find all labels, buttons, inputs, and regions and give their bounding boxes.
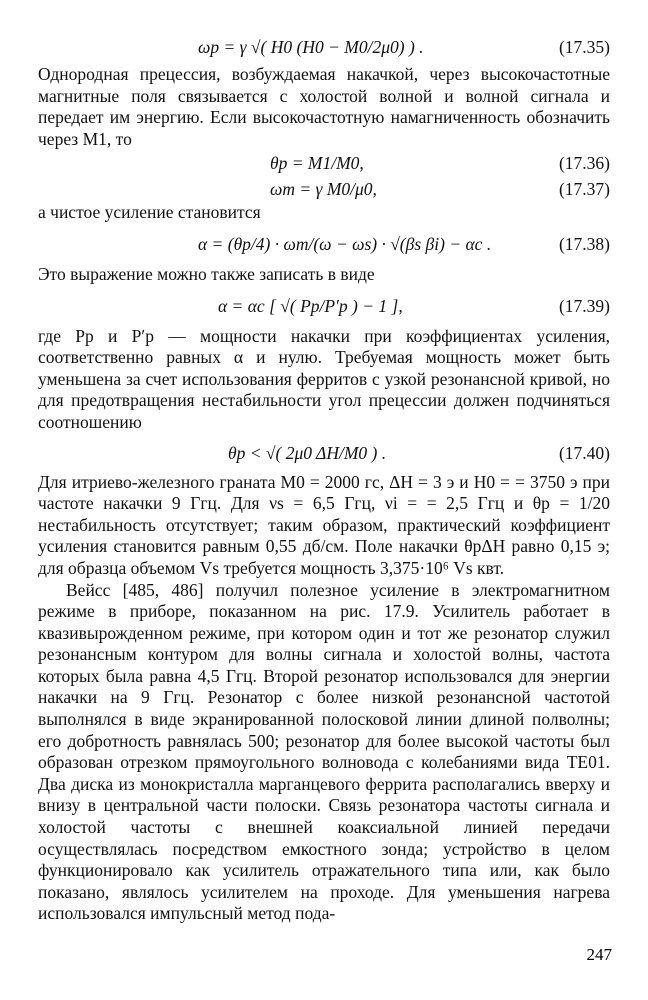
equation-number: (17.35) bbox=[558, 37, 610, 57]
equation-number: (17.40) bbox=[558, 442, 610, 463]
paragraph: Для итриево-железного граната M0 = 2000 гс, ΔH = 3 э и H0 = = 3750 э при частоте накачки 9 Ггц. Для νs = 6,5 Ггц, νi = = 2,5 Ггц и θp = 1/20 нестабильность отсутствует; таким образом, практический коэффициент усиления становится равным 0,55 дб/см. Поле накачки θpΔH равно 0,15 э; для образца объемом Vs требуется мощность 3,375·10⁶ Vs квт. bbox=[38, 471, 610, 578]
equation-17-36 bbox=[38, 150, 610, 176]
equation-number: (17.39) bbox=[558, 295, 610, 316]
paragraph: где Pp и P′p — мощности накачки при коэффициентах усиления, соответственно равных α и нулю. Требуемая мощность может быть уменьшена за счет использования ферритов с узкой резонансной кривой, но для предотвращения нестабильности угол прецессии должен подчиняться соотношению bbox=[38, 325, 610, 432]
equation-formula: ωm = γ M0/μ0, bbox=[270, 179, 377, 200]
paragraph: Вейсс [485, 486] получил полезное усиление в электромагнитном режиме в приборе, показанном на рис. 17.9. Усилитель работает в квазивырожденном режиме, при котором один и тот же резонатор служил резонансным контуром для волны сигнала и холостой волны, частота которых была равна 4,5 Ггц. Второй резонатор использовался для энергии накачки на 9 Ггц. Резонатор с более низкой резонансной частотой выполнялся в виде экранированной полосковой линии длиной полволны; его добротность равнялась 500; резонатор для более высокой частоты был образован отрезком прямоугольного волновода с колебаниями вида TE01. Два диска из монокристалла марганцевого феррита располагались вверху и внизу в центральной части полоски. Связь резонатора частоты сигнала и холостой частоты с внешней коаксиальной линией передачи осуществлялась посредством емкостного зонда; устройство в целом функционировало как усилитель отражательного типа или, как было показано, являлось усилителем на проходе. Для уменьшения нагрева использовался импульсный метод пода- bbox=[38, 579, 610, 924]
equation-17-35 bbox=[38, 30, 610, 64]
equation-formula: ωp = γ √( H0 (H0 − M0/2μ0) ) . bbox=[198, 37, 424, 57]
paragraph: а чистое усиление становится bbox=[38, 202, 261, 223]
equation-17-37 bbox=[38, 176, 610, 202]
paragraph: Это выражение можно также записать в виде bbox=[38, 263, 375, 284]
equation-number: (17.38) bbox=[558, 233, 610, 254]
equation-formula: α = (θp/4) · ωm/(ω − ωs) · √(βs βi) − αc . bbox=[198, 233, 492, 254]
equation-number: (17.36) bbox=[558, 153, 610, 174]
equation-formula: θp < √( 2μ0 ΔH/M0 ) . bbox=[228, 442, 387, 463]
paragraph: Однородная прецессия, возбуждаемая накачкой, через высокочастотные магнитные поля связывается с холостой волной и волной сигнала и передает им энергию. Если высокочастотную намагниченность обозначить через M1, то bbox=[38, 64, 610, 149]
page-body bbox=[38, 30, 610, 925]
equation-formula: θp = M1/M0, bbox=[270, 153, 364, 174]
equation-17-38 bbox=[38, 224, 610, 264]
equation-17-39 bbox=[38, 286, 610, 326]
equation-17-40 bbox=[38, 434, 610, 472]
equation-formula: α = αc [ √( Pp/P′p ) − 1 ], bbox=[218, 295, 403, 316]
page-number: 247 bbox=[586, 945, 612, 964]
equation-number: (17.37) bbox=[558, 179, 610, 200]
